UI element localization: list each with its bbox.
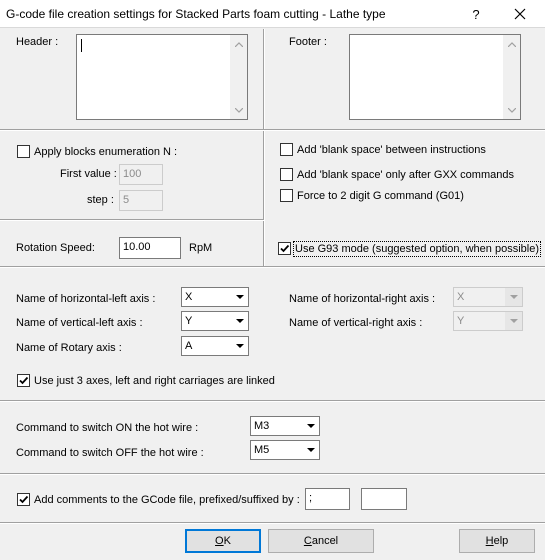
step-input[interactable]: 5 bbox=[119, 190, 163, 211]
header-scrollbar[interactable] bbox=[230, 35, 247, 119]
help-button-label: Help bbox=[485, 535, 509, 547]
enumeration-checkbox[interactable] bbox=[17, 145, 30, 158]
chevron-down-icon[interactable] bbox=[505, 288, 522, 306]
two-digit-label: Force to 2 digit G command (G01) bbox=[297, 190, 464, 202]
cancel-button[interactable] bbox=[268, 529, 374, 553]
comment-prefix-input[interactable]: ; bbox=[305, 488, 350, 510]
checkmark-icon bbox=[18, 375, 29, 386]
selected-value: Y bbox=[185, 315, 193, 327]
chevron-down-icon[interactable] bbox=[231, 312, 248, 330]
scroll-down-icon[interactable] bbox=[231, 102, 247, 118]
horizontal-right-axis-select[interactable] bbox=[453, 287, 523, 307]
hotwire-off-label: Command to switch OFF the hot wire : bbox=[16, 447, 204, 459]
ok-button-label: OK bbox=[215, 535, 231, 547]
divider-2 bbox=[0, 219, 264, 221]
checkmark-icon bbox=[279, 243, 290, 254]
help-glyph: ? bbox=[472, 6, 480, 22]
divider-5 bbox=[0, 473, 545, 475]
enumeration-label: Apply blocks enumeration N : bbox=[34, 146, 178, 158]
selected-value: M5 bbox=[254, 444, 270, 456]
column-divider bbox=[263, 29, 265, 266]
selected-value: M3 bbox=[254, 420, 270, 432]
blank-between-label: Add 'blank space' between instructions bbox=[297, 144, 486, 156]
vertical-left-axis-label: Name of vertical-left axis : bbox=[16, 317, 143, 329]
three-axes-label: Use just 3 axes, left and right carriages are linked bbox=[34, 375, 275, 387]
chevron-down-icon[interactable] bbox=[231, 337, 248, 355]
footer-scrollbar[interactable] bbox=[503, 35, 520, 119]
step-label: step : bbox=[87, 194, 114, 206]
vertical-right-axis-select[interactable] bbox=[453, 311, 523, 331]
chevron-down-icon[interactable] bbox=[302, 417, 319, 435]
rotation-speed-label: Rotation Speed: bbox=[16, 242, 95, 254]
divider-4 bbox=[0, 400, 545, 402]
chevron-down-icon[interactable] bbox=[302, 441, 319, 459]
close-icon bbox=[514, 8, 526, 20]
help-title-button[interactable] bbox=[456, 0, 496, 28]
first-value-label: First value : bbox=[60, 168, 117, 180]
three-axes-checkbox[interactable] bbox=[17, 374, 30, 387]
horizontal-left-axis-select[interactable] bbox=[181, 287, 249, 307]
blank-after-gxx-label: Add 'blank space' only after GXX commands bbox=[297, 169, 514, 181]
rotation-speed-input[interactable]: 10.00 bbox=[119, 237, 181, 259]
chevron-down-icon[interactable] bbox=[231, 288, 248, 306]
comments-label: Add comments to the GCode file, prefixed/suffixed by : bbox=[34, 494, 300, 506]
rotary-axis-label: Name of Rotary axis : bbox=[16, 342, 122, 354]
scroll-down-icon[interactable] bbox=[504, 102, 520, 118]
header-label: Header : bbox=[16, 36, 59, 48]
blank-between-checkbox[interactable] bbox=[280, 143, 293, 156]
text-caret bbox=[81, 39, 82, 52]
horizontal-right-axis-label: Name of horizontal-right axis : bbox=[289, 293, 436, 305]
selected-value: X bbox=[185, 291, 193, 303]
rotary-axis-select[interactable] bbox=[181, 336, 249, 356]
chevron-down-icon[interactable] bbox=[505, 312, 522, 330]
checkmark-icon bbox=[18, 494, 29, 505]
help-button[interactable] bbox=[459, 529, 535, 553]
g93-checkbox[interactable] bbox=[278, 242, 291, 255]
scroll-up-icon[interactable] bbox=[231, 36, 247, 52]
close-button[interactable] bbox=[500, 0, 540, 28]
vertical-right-axis-label: Name of vertical-right axis : bbox=[289, 317, 423, 329]
divider-3 bbox=[0, 266, 545, 268]
header-textarea[interactable] bbox=[76, 34, 248, 120]
first-value-input[interactable]: 100 bbox=[119, 164, 163, 185]
rotation-unit: RpM bbox=[189, 242, 213, 254]
comments-checkbox[interactable] bbox=[17, 493, 30, 506]
footer-label: Footer : bbox=[289, 36, 327, 48]
blank-after-gxx-checkbox[interactable] bbox=[280, 168, 293, 181]
ok-button[interactable] bbox=[185, 529, 261, 553]
window-title: G-code file creation settings for Stacked Parts foam cutting - Lathe type bbox=[6, 7, 386, 21]
vertical-left-axis-select[interactable] bbox=[181, 311, 249, 331]
divider-1 bbox=[0, 129, 545, 131]
footer-textarea[interactable] bbox=[349, 34, 521, 120]
selected-value: Y bbox=[457, 315, 465, 327]
hotwire-on-label: Command to switch ON the hot wire : bbox=[16, 422, 199, 434]
hotwire-off-select[interactable] bbox=[250, 440, 320, 460]
selected-value: A bbox=[185, 340, 193, 352]
horizontal-left-axis-label: Name of horizontal-left axis : bbox=[16, 293, 156, 305]
cancel-button-label: Cancel bbox=[303, 535, 339, 547]
g93-label: Use G93 mode (suggested option, when possible) bbox=[295, 243, 539, 255]
comment-suffix-input[interactable] bbox=[361, 488, 407, 510]
hotwire-on-select[interactable] bbox=[250, 416, 320, 436]
two-digit-checkbox[interactable] bbox=[280, 189, 293, 202]
divider-6 bbox=[0, 522, 545, 524]
scroll-up-icon[interactable] bbox=[504, 36, 520, 52]
selected-value: X bbox=[457, 291, 465, 303]
